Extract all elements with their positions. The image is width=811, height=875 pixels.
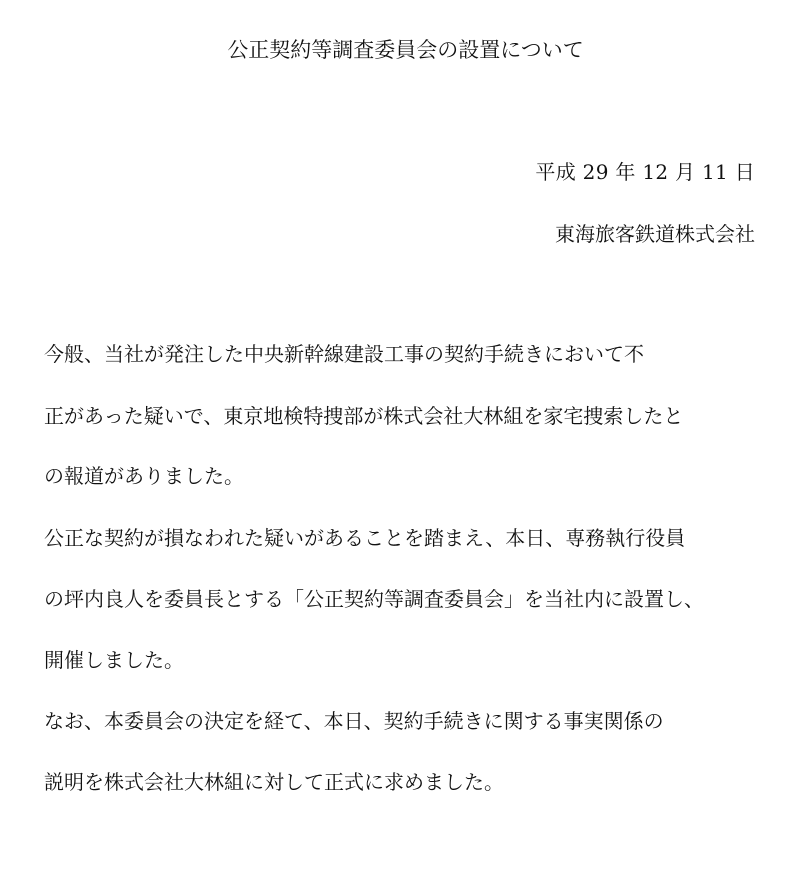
body-line: 今般、当社が発注した中央新幹線建設工事の契約手続きにおいて不 (44, 342, 644, 366)
body-line: なお、本委員会の決定を経て、本日、契約手続きに関する事実関係の (44, 709, 664, 733)
document-date: 平成 29 年 12 月 11 日 (535, 160, 755, 184)
organization-name: 東海旅客鉄道株式会社 (555, 222, 755, 246)
body-line: 公正な契約が損なわれた疑いがあることを踏まえ、本日、専務執行役員 (44, 526, 686, 550)
body-line: の報道がありました。 (44, 464, 244, 488)
body-line: 開催しました。 (44, 648, 184, 672)
body-line: の坪内良人を委員長とする「公正契約等調査委員会」を当社内に設置し、 (44, 587, 704, 611)
body-line: 正があった疑いで、東京地検特捜部が株式会社大林組を家宅捜索したと (44, 404, 684, 428)
document-title: 公正契約等調査委員会の設置について (227, 38, 584, 62)
body-line: 説明を株式会社大林組に対して正式に求めました。 (44, 770, 504, 794)
